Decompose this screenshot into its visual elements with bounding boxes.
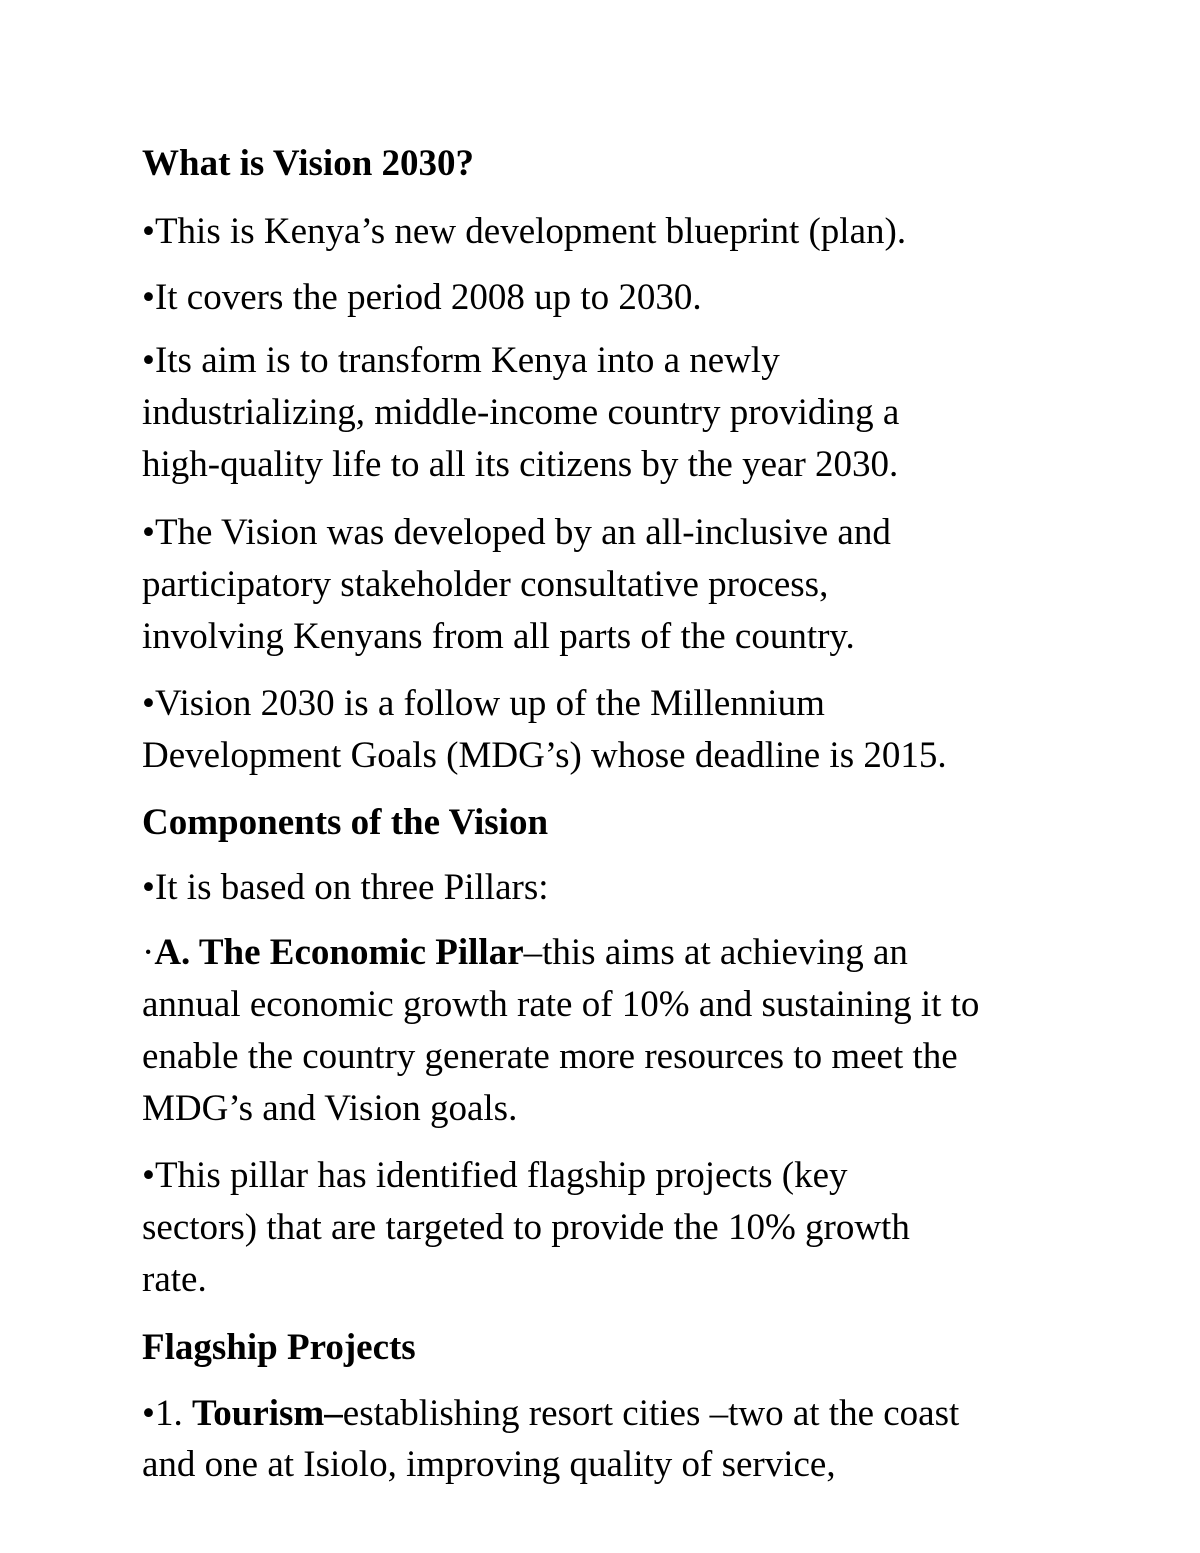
tourism-title: Tourism–: [191, 1393, 343, 1434]
flagship-identified-line-1: •This pillar has identified flagship projects (key: [142, 1155, 848, 1196]
bullet-developed-line-3: involving Kenyans from all parts of the country.: [142, 616, 855, 657]
bullet-aim-line-1: •Its aim is to transform Kenya into a newly: [142, 340, 780, 381]
flagship-identified-line-2: sectors) that are targeted to provide the 10% growth: [142, 1207, 910, 1248]
bullet-period: •It covers the period 2008 up to 2030.: [142, 277, 702, 318]
flagship-identified-line-3: rate.: [142, 1259, 207, 1300]
tourism-line-1: [142, 1388, 959, 1440]
economic-pillar-line-3: enable the country generate more resources to meet the: [142, 1036, 958, 1077]
heading-flagship-projects: Flagship Projects: [142, 1327, 416, 1368]
heading-what-is-vision: What is Vision 2030?: [142, 143, 475, 184]
bullet-mdg-line-1: •Vision 2030 is a follow up of the Millennium: [142, 683, 825, 724]
bullet-kenya-blueprint: •This is Kenya’s new development blueprint (plan).: [142, 211, 907, 252]
bullet-developed-line-2: participatory stakeholder consultative process,: [142, 564, 829, 605]
bullet-aim-line-2: industrializing, middle-income country providing a: [142, 392, 900, 433]
economic-pillar-title: A. The Economic Pillar: [154, 932, 524, 973]
tourism-text: establishing resort cities –two at the coast: [342, 1393, 960, 1434]
bullet-mdg-line-2: Development Goals (MDG’s) whose deadline is 2015.: [142, 735, 947, 776]
tourism-prefix: •1.: [142, 1393, 192, 1434]
economic-pillar-line-4: MDG’s and Vision goals.: [142, 1088, 518, 1129]
bullet-developed-line-1: •The Vision was developed by an all-inclusive and: [142, 512, 891, 553]
economic-pillar-bullet: ·: [142, 932, 155, 973]
heading-components: Components of the Vision: [142, 802, 549, 843]
economic-pillar-line-2: annual economic growth rate of 10% and sustaining it to: [142, 984, 980, 1025]
bullet-aim-line-3: high-quality life to all its citizens by the year 2030.: [142, 444, 899, 485]
tourism-line-2: and one at Isiolo, improving quality of service,: [142, 1444, 836, 1485]
bullet-three-pillars: •It is based on three Pillars:: [142, 867, 549, 908]
economic-pillar-line-1: [142, 927, 908, 979]
economic-pillar-text: –this aims at achieving an: [523, 932, 908, 973]
